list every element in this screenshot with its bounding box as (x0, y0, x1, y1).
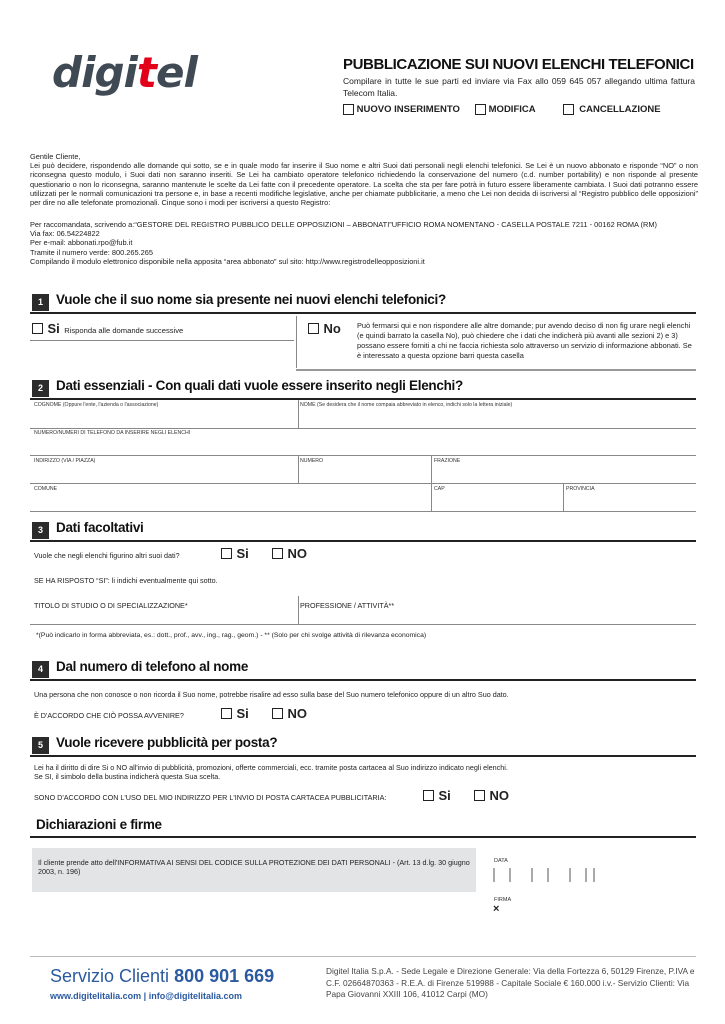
si-label: Si (47, 321, 60, 336)
section5-question: SONO D'ACCORDO CON L'USO DEL MIO INDIRIZZO PER L'INVIO DI POSTA CARTACEA PUBBLICITARIA: (34, 793, 387, 802)
checkbox[interactable] (308, 323, 319, 334)
section-number: 2 (32, 380, 49, 397)
indirizzo-label: INDIRIZZO (VIA / PIAZZA) (34, 458, 96, 464)
section-number: 4 (32, 661, 49, 678)
section-number: 3 (32, 522, 49, 539)
footer-web[interactable]: www.digitelitalia.com | info@digitelitalia.com (50, 991, 242, 1001)
signature-mark[interactable]: × (493, 903, 500, 915)
titolo-label: TITOLO DI STUDIO O DI SPECIALIZZAZIONE* (34, 601, 188, 610)
divider (298, 596, 299, 624)
no-label: NO (489, 788, 509, 803)
professione-label: PROFESSIONE / ATTIVITÀ** (300, 601, 395, 610)
section-3-header (30, 518, 696, 542)
phone-number[interactable]: 800 901 669 (174, 966, 275, 986)
option-label: MODIFICA (488, 104, 536, 116)
si-label: Si (236, 706, 249, 721)
option-label: CANCELLAZIONE (579, 104, 661, 116)
si-note: Risponda alle domande successive (64, 326, 184, 335)
cognome-label: COGNOME (Oppure l'ente, l'azienda o l'associazione) (34, 402, 159, 408)
digitel-logo (52, 48, 197, 97)
divider (563, 483, 564, 511)
section1-si-option[interactable] (32, 320, 183, 338)
intro-body: Lei può decidere, rispondendo alle domande qui sotto, se e in quale modo far inserire il Suo nome e altri Suoi dati personali negli elenchi telefonici. Se Lei è un nuovo abbonato e risponde “NO” o non riconsegna questo modulo, i Suoi dati non saranno inseriti. Se Lei ha cambiato operatore telefonico richiedendo la conservazione del numero (c.d. number portability) e non risponde al presente questionario o non lo riconsegna, saranno mantenute le scelte da Lei fatte con il precedente operatore. La scelta che sta per fare potrà in futuro essere liberamente cambiata. I Suoi dati potranno essere utilizzati per le normali comunicazioni tra persone e, in base a recenti modifiche legislative, anche per chiamate pubblicitarie, a meno che Lei non decida di iscriversi al “Registro pubblico delle opposizioni” per dire no alle telefonate promozionali. Cinque sono i modi per iscriversi a questo Registro: (30, 161, 698, 208)
section3-no-option[interactable] (272, 545, 307, 563)
option-label: NUOVO INSERIMENTO (356, 104, 460, 116)
section-title: Dati facoltativi (56, 520, 144, 535)
section-4-header (30, 657, 696, 681)
divider (296, 316, 297, 368)
option-modifica[interactable] (475, 104, 536, 115)
section-5-header (30, 733, 696, 757)
section4-question: È D'ACCORDO CHE CIÒ POSSA AVVENIRE? (34, 711, 184, 720)
service-phone (50, 966, 274, 987)
date-field[interactable] (492, 866, 602, 884)
checkbox[interactable] (32, 323, 43, 334)
greeting: Gentile Cliente, (30, 152, 81, 161)
comune-label: COMUNE (34, 486, 58, 492)
declarations-title: Dichiarazioni e firme (36, 817, 162, 832)
logo-part: digi (52, 48, 137, 97)
privacy-notice-text: Il cliente prende atto dell'INFORMATIVA AI SENSI DEL CODICE SULLA PROTEZIONE DEI DATI PERSONALI - (Art. 13 d.lg. 30 giugno 2003, n. 196) (38, 858, 470, 877)
document-subtitle: Compilare in tutte le sue parti ed inviare via Fax allo 059 645 057 allegando ultima fattura Telecom Italia. (343, 76, 695, 98)
intro-text (30, 152, 698, 207)
numeri-label: NUMERO/NUMERI DI TELEFONO DA INSERIRE NEGLI ELENCHI (34, 430, 191, 436)
option-cancellazione[interactable] (563, 104, 661, 115)
checkbox[interactable] (563, 104, 574, 115)
section-1-header (30, 290, 696, 314)
section3-hint: SE HA RISPOSTO “SI”: li indichi eventualmente qui sotto. (34, 576, 218, 585)
section-number: 5 (32, 737, 49, 754)
section4-no-option[interactable] (272, 705, 307, 723)
section5-text1: Lei ha il diritto di dire Si o NO all'invio di pubblicità, promozioni, offerte commerciali, ecc. tramite posta cartacea al Suo indirizzo indicato negli elenchi. (34, 763, 508, 772)
field-line[interactable] (30, 483, 696, 484)
cap-label: CAP (434, 486, 445, 492)
frazione-label: FRAZIONE (434, 458, 461, 464)
field-line[interactable] (30, 511, 696, 512)
section5-text2: Se SI, il simbolo della bustina indicherà questa Sua scelta. (34, 772, 221, 781)
section1-no-option[interactable] (308, 320, 341, 338)
option-nuovo-inserimento[interactable] (343, 104, 460, 115)
checkbox[interactable] (475, 104, 486, 115)
data-label: DATA (494, 858, 508, 864)
checkbox[interactable] (221, 548, 232, 559)
contact-line: Via fax: 06.54224822 (30, 229, 100, 239)
checkbox[interactable] (423, 790, 434, 801)
section3-question: Vuole che negli elenchi figurino altri suoi dati? (34, 551, 180, 560)
no-label: NO (287, 546, 307, 561)
section-title: Vuole ricevere pubblicità per posta? (56, 735, 278, 750)
section4-text: Una persona che non conosce o non ricorda il Suo nome, potrebbe risalire ad esso sulla base del Suo numero telefonico oppure di un altro Suo dato. (34, 690, 509, 699)
contact-line: Per e-mail: abbonati.rpo@fub.it (30, 238, 133, 248)
section-2-header (30, 376, 696, 400)
checkbox[interactable] (474, 790, 485, 801)
no-note: Può fermarsi qui e non rispondere alle altre domande; pur avendo deciso di non fig urare negli elenchi (e quindi barrato la casella No), può chiedere che i dati che indicherà più avanti alle sezioni 2) e 3) possano essere forniti a chi ne faccia richiesta solo attraverso un servizio di informazione abbonati. Se è interessato a questa opzione barri questa casella (357, 321, 692, 360)
si-label: Si (236, 546, 249, 561)
firma-label: FIRMA (494, 897, 512, 903)
nome-label: NOME (Se desidera che il nome compaia abbreviato in elenco, indichi solo la lettera iniziale) (300, 402, 513, 408)
section-title: Dal numero di telefono al nome (56, 659, 249, 674)
no-label: No (323, 321, 341, 336)
logo-accent: t (136, 48, 156, 97)
checkbox[interactable] (272, 708, 283, 719)
provincia-label: PROVINCIA (566, 486, 595, 492)
section5-no-option[interactable] (474, 787, 509, 805)
section-title: Vuole che il suo nome sia presente nei nuovi elenchi telefonici? (56, 292, 446, 307)
section-number: 1 (32, 294, 49, 311)
divider (30, 836, 696, 838)
field-line[interactable] (30, 455, 696, 456)
company-legal: Digitel Italia S.p.A. - Sede Legale e Direzione Generale: Via della Fortezza 6, 50129 Firenze, P.IVA e C.F. 02664870363 - R.E.A. di Firenze 519988 - Capitale Sociale € 160.000 i.v.- Servizio Clienti: Via Papa Giovanni XXIII 106, 41012 Carpi (MO) (326, 966, 695, 999)
no-label: NO (287, 706, 307, 721)
contact-line: Tramite il numero verde: 800.265.265 (30, 247, 153, 257)
registry-contacts (30, 220, 698, 266)
section-title: Dati essenziali - Con quali dati vuole essere inserito negli Elenchi? (56, 378, 463, 393)
checkbox[interactable] (221, 708, 232, 719)
section4-si-option[interactable] (221, 705, 249, 723)
privacy-notice (32, 848, 476, 892)
field-line[interactable] (30, 624, 696, 625)
numero-label: NUMERO (300, 458, 324, 464)
section5-si-option[interactable] (423, 787, 451, 805)
logo-part: el (156, 48, 197, 97)
section3-footnote: *(Può indicarlo in forma abbreviata, es.: dott., prof., avv., ing., rag., geom.) - ** (Solo per chi svolge attività di rilevanza economica) (36, 632, 427, 639)
divider (298, 455, 299, 483)
contact-line: Per raccomandata, scrivendo a:“GESTORE DEL REGISTRO PUBBLICO DELLE OPPOSIZIONI – ABBONATI”UFFICIO ROMA NOMENTANO - CASELLA POSTALE 7211 - 00162 ROMA (RM) (30, 220, 658, 229)
divider (296, 369, 696, 371)
si-label: Si (438, 788, 451, 803)
divider (30, 340, 294, 341)
document-title: PUBBLICAZIONE SUI NUOVI ELENCHI TELEFONICI (343, 56, 694, 73)
footer-divider (30, 956, 696, 957)
section3-si-option[interactable] (221, 545, 249, 563)
contact-line: Compilando il modulo elettronico disponibile nella apposita “area abbonato” sul sito: http://www.registrodelleopposizioni.it (30, 256, 425, 266)
service-label: Servizio Clienti (50, 966, 170, 986)
checkbox[interactable] (343, 104, 354, 115)
field-line[interactable] (30, 428, 696, 429)
checkbox[interactable] (272, 548, 283, 559)
divider (298, 400, 299, 428)
